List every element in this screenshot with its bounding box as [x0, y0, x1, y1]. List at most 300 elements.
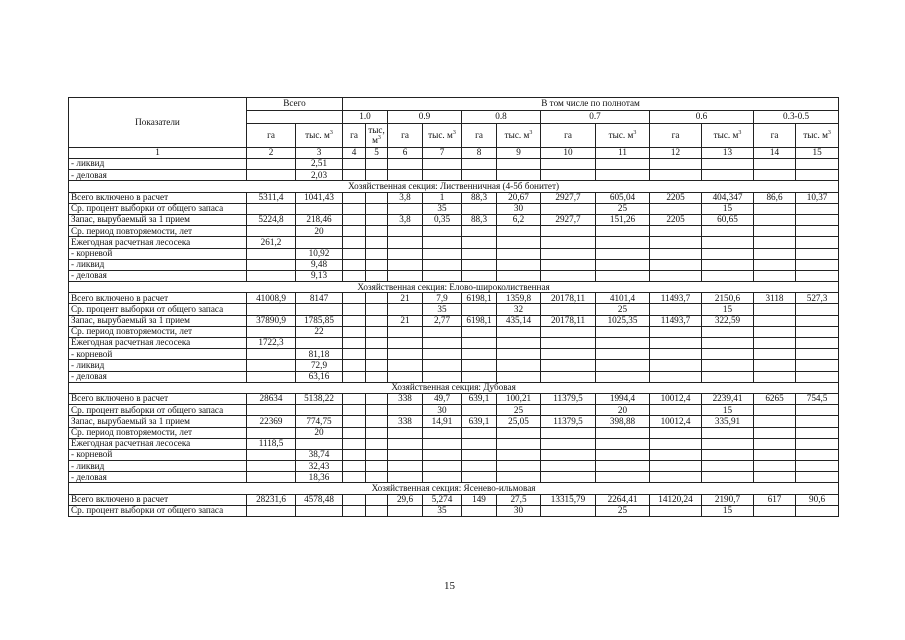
- table-cell: 5311,4: [247, 192, 296, 203]
- table-cell: [343, 438, 366, 449]
- table-cell: [796, 505, 839, 516]
- table-cell: [754, 248, 796, 259]
- column-number: 5: [366, 148, 388, 159]
- table-cell: [497, 360, 541, 371]
- table-cell: [366, 237, 388, 248]
- table-cell: [296, 405, 343, 416]
- table-cell: [541, 259, 596, 270]
- unit-ha: га: [247, 124, 296, 148]
- table-cell: [796, 203, 839, 214]
- table-cell: [388, 438, 423, 449]
- table-cell: [702, 371, 754, 382]
- table-cell: [366, 393, 388, 404]
- table-cell: [366, 270, 388, 281]
- table-cell: [423, 159, 462, 170]
- density-header: 0.6: [650, 111, 754, 124]
- table-cell: [497, 259, 541, 270]
- table-cell: [247, 472, 296, 483]
- table-cell: [702, 349, 754, 360]
- table-cell: 5224,8: [247, 214, 296, 225]
- column-number-row: [69, 148, 839, 159]
- table-cell: [541, 438, 596, 449]
- table-cell: [343, 248, 366, 259]
- table-cell: [423, 270, 462, 281]
- table-cell: [462, 338, 497, 349]
- unit-ha: га: [650, 124, 702, 148]
- table-cell: 3,8: [388, 214, 423, 225]
- column-number: 11: [596, 148, 650, 159]
- table-cell: [247, 203, 296, 214]
- table-cell: [343, 203, 366, 214]
- table-cell: [497, 472, 541, 483]
- table-row: [69, 349, 839, 360]
- table-cell: 338: [388, 393, 423, 404]
- table-cell: [702, 438, 754, 449]
- table-cell: [388, 170, 423, 181]
- table-cell: [247, 360, 296, 371]
- table-cell: [462, 349, 497, 360]
- table-cell: [247, 226, 296, 237]
- table-cell: [596, 259, 650, 270]
- table-cell: [462, 427, 497, 438]
- table-cell: [650, 226, 702, 237]
- table-cell: [296, 505, 343, 516]
- table-cell: [650, 505, 702, 516]
- table-cell: 88,3: [462, 214, 497, 225]
- table-cell: 20,67: [497, 192, 541, 203]
- density-header: 0.7: [541, 111, 650, 124]
- table-row: [69, 315, 839, 326]
- table-cell: [366, 472, 388, 483]
- unit-thousand-m3: тыс. $м^3$: [596, 124, 650, 148]
- table-cell: 3,8: [388, 192, 423, 203]
- table-cell: [754, 270, 796, 281]
- table-cell: 754,5: [796, 393, 839, 404]
- table-cell: 261,2: [247, 237, 296, 248]
- table-cell: [796, 438, 839, 449]
- table-cell: [343, 170, 366, 181]
- table-cell: [754, 371, 796, 382]
- table-cell: [497, 226, 541, 237]
- table-cell: [388, 405, 423, 416]
- table-cell: 6265: [754, 393, 796, 404]
- table-cell: [343, 427, 366, 438]
- table-cell: 28634: [247, 393, 296, 404]
- table-cell: [423, 427, 462, 438]
- column-number: 14: [754, 148, 796, 159]
- table-cell: [596, 326, 650, 337]
- table-cell: 404,347: [702, 192, 754, 203]
- table-cell: [796, 259, 839, 270]
- table-cell: [388, 304, 423, 315]
- table-cell: [462, 259, 497, 270]
- table-cell: 5138,22: [296, 393, 343, 404]
- table-cell: [596, 472, 650, 483]
- table-cell: 2150,6: [702, 293, 754, 304]
- table-cell: 30: [497, 203, 541, 214]
- table-cell: [423, 461, 462, 472]
- table-cell: [650, 449, 702, 460]
- table-cell: [366, 203, 388, 214]
- table-cell: [702, 159, 754, 170]
- table-cell: [423, 237, 462, 248]
- table-cell: 37890,9: [247, 315, 296, 326]
- unit-thousand-m3: тыс. $м^3$: [796, 124, 839, 148]
- table-cell: [366, 360, 388, 371]
- table-cell: 30: [497, 505, 541, 516]
- table-cell: [343, 416, 366, 427]
- table-cell: [343, 360, 366, 371]
- table-cell: [754, 449, 796, 460]
- table-cell: 11493,7: [650, 293, 702, 304]
- table-cell: [366, 427, 388, 438]
- table-row: [69, 203, 839, 214]
- table-cell: [796, 405, 839, 416]
- table-cell: [754, 349, 796, 360]
- row-label: Всего включено в расчет: [69, 192, 247, 203]
- table-cell: [497, 427, 541, 438]
- density-header: 0.9: [388, 111, 462, 124]
- section-row: [69, 282, 839, 293]
- row-label: - ликвид: [69, 360, 247, 371]
- table-cell: 41008,9: [247, 293, 296, 304]
- table-cell: [343, 293, 366, 304]
- table-cell: [497, 237, 541, 248]
- table-cell: 15: [702, 304, 754, 315]
- table-cell: [343, 315, 366, 326]
- table-cell: 21: [388, 293, 423, 304]
- table-cell: 2,77: [423, 315, 462, 326]
- table-cell: [296, 338, 343, 349]
- table-cell: [423, 326, 462, 337]
- table-cell: [541, 472, 596, 483]
- table-cell: 10012,4: [650, 393, 702, 404]
- table-cell: [541, 338, 596, 349]
- table-cell: [366, 326, 388, 337]
- table-cell: [754, 472, 796, 483]
- table-cell: [796, 427, 839, 438]
- table-cell: 29,6: [388, 494, 423, 505]
- table-cell: [388, 349, 423, 360]
- table-cell: [388, 248, 423, 259]
- table-cell: 20: [296, 427, 343, 438]
- table-cell: [754, 226, 796, 237]
- table-cell: [702, 170, 754, 181]
- table-cell: [366, 461, 388, 472]
- table-cell: 335,91: [702, 416, 754, 427]
- table-cell: [247, 248, 296, 259]
- table-cell: 22369: [247, 416, 296, 427]
- table-cell: 10,92: [296, 248, 343, 259]
- row-label: Ежегодная расчетная лесосека: [69, 338, 247, 349]
- table-cell: [343, 472, 366, 483]
- table-cell: [388, 338, 423, 349]
- table-cell: [754, 237, 796, 248]
- table-cell: [650, 326, 702, 337]
- table-cell: 7,9: [423, 293, 462, 304]
- table-cell: [702, 338, 754, 349]
- table-cell: [343, 226, 366, 237]
- row-label: Ср. процент выборки от общего запаса: [69, 203, 247, 214]
- table-cell: [366, 170, 388, 181]
- table-cell: [754, 461, 796, 472]
- table-row: [69, 360, 839, 371]
- row-label: - корневой: [69, 449, 247, 460]
- table-cell: [388, 259, 423, 270]
- table-cell: [596, 360, 650, 371]
- table-cell: 38,74: [296, 449, 343, 460]
- table-cell: [462, 449, 497, 460]
- table-cell: [388, 449, 423, 460]
- table-cell: [343, 349, 366, 360]
- table-cell: [388, 270, 423, 281]
- table-cell: [596, 371, 650, 382]
- table-cell: [796, 472, 839, 483]
- by-density-header: В том числе по полнотам: [343, 98, 839, 111]
- unit-thousand-m3: тыс. $м^3$: [702, 124, 754, 148]
- row-label: - ликвид: [69, 259, 247, 270]
- table-cell: [702, 226, 754, 237]
- unit-thousand-m3: тыс. $м^3$: [497, 124, 541, 148]
- table-cell: [650, 248, 702, 259]
- table-cell: [247, 505, 296, 516]
- table-cell: 49,7: [423, 393, 462, 404]
- column-number: 13: [702, 148, 754, 159]
- table-cell: [388, 505, 423, 516]
- table-cell: 1722,3: [247, 338, 296, 349]
- table-row: [69, 192, 839, 203]
- density-header: 1.0: [343, 111, 388, 124]
- table-row: [69, 293, 839, 304]
- table-row: [69, 214, 839, 225]
- table-cell: [796, 214, 839, 225]
- table-cell: [423, 170, 462, 181]
- table-cell: 14,91: [423, 416, 462, 427]
- table-cell: [366, 293, 388, 304]
- table-cell: [541, 405, 596, 416]
- table-cell: [650, 427, 702, 438]
- table-cell: [366, 505, 388, 516]
- table-cell: [796, 159, 839, 170]
- table-cell: [423, 449, 462, 460]
- table-cell: [796, 315, 839, 326]
- table-cell: [423, 248, 462, 259]
- table-cell: [388, 371, 423, 382]
- table-cell: 88,3: [462, 192, 497, 203]
- table-cell: [497, 326, 541, 337]
- table-cell: [462, 304, 497, 315]
- table-cell: [754, 203, 796, 214]
- table-row: [69, 338, 839, 349]
- section-title: Хозяйственная секция: Елово-широколиственная: [69, 282, 839, 293]
- table-cell: [366, 192, 388, 203]
- table-cell: [541, 304, 596, 315]
- table-row: [69, 505, 839, 516]
- table-cell: [343, 371, 366, 382]
- table-cell: [462, 360, 497, 371]
- table-cell: [650, 349, 702, 360]
- unit-ha: га: [541, 124, 596, 148]
- table-cell: [247, 449, 296, 460]
- table-cell: 30: [423, 405, 462, 416]
- table-cell: [796, 360, 839, 371]
- table-cell: [702, 472, 754, 483]
- table-cell: 11379,5: [541, 416, 596, 427]
- table-cell: [796, 416, 839, 427]
- table-cell: 18,36: [296, 472, 343, 483]
- table-cell: [754, 259, 796, 270]
- table-cell: [343, 449, 366, 460]
- table-cell: 151,26: [596, 214, 650, 225]
- table-cell: 25,05: [497, 416, 541, 427]
- column-number: 6: [388, 148, 423, 159]
- table-cell: [702, 427, 754, 438]
- table-cell: 218,46: [296, 214, 343, 225]
- table-row: [69, 259, 839, 270]
- table-cell: 2,03: [296, 170, 343, 181]
- table-row: [69, 237, 839, 248]
- table-cell: 617: [754, 494, 796, 505]
- table-row: [69, 472, 839, 483]
- table-cell: [366, 248, 388, 259]
- table-cell: [423, 338, 462, 349]
- table-cell: [541, 159, 596, 170]
- table-cell: [366, 315, 388, 326]
- table-cell: [366, 449, 388, 460]
- table-cell: [497, 170, 541, 181]
- row-label: Ср. период повторяемости, лет: [69, 326, 247, 337]
- row-label: Запас, вырубаемый за 1 прием: [69, 315, 247, 326]
- table-cell: 63,16: [296, 371, 343, 382]
- row-label: Ср. процент выборки от общего запаса: [69, 405, 247, 416]
- table-row: [69, 393, 839, 404]
- table-cell: 90,6: [796, 494, 839, 505]
- table-cell: [247, 326, 296, 337]
- row-label: Ежегодная расчетная лесосека: [69, 237, 247, 248]
- table-cell: [596, 270, 650, 281]
- table-cell: 4578,48: [296, 494, 343, 505]
- unit-thousand-m3: тыс. $м^3$: [296, 124, 343, 148]
- table-cell: [596, 349, 650, 360]
- table-cell: [462, 371, 497, 382]
- table-cell: 398,88: [596, 416, 650, 427]
- table-cell: [497, 371, 541, 382]
- table-cell: [497, 438, 541, 449]
- table-cell: 6198,1: [462, 293, 497, 304]
- table-row: [69, 438, 839, 449]
- unit-ha: га: [754, 124, 796, 148]
- table-cell: [541, 371, 596, 382]
- table-cell: [754, 438, 796, 449]
- table-cell: [541, 203, 596, 214]
- table-cell: [497, 461, 541, 472]
- table-cell: [650, 472, 702, 483]
- table-cell: [650, 237, 702, 248]
- table-cell: [796, 349, 839, 360]
- table-cell: [462, 170, 497, 181]
- table-row: [69, 170, 839, 181]
- table-cell: 5,274: [423, 494, 462, 505]
- column-number: 15: [796, 148, 839, 159]
- table-cell: [247, 349, 296, 360]
- table-cell: [796, 338, 839, 349]
- column-number: 4: [343, 148, 366, 159]
- row-label: Всего включено в расчет: [69, 293, 247, 304]
- table-cell: 322,59: [702, 315, 754, 326]
- column-number: 12: [650, 148, 702, 159]
- table-cell: [650, 405, 702, 416]
- table-cell: 15: [702, 203, 754, 214]
- table-cell: [796, 270, 839, 281]
- table-cell: 25: [497, 405, 541, 416]
- table-cell: [541, 449, 596, 460]
- table-cell: 2239,41: [702, 393, 754, 404]
- table-cell: [366, 494, 388, 505]
- table-cell: [796, 237, 839, 248]
- table-cell: [296, 438, 343, 449]
- table-cell: [596, 427, 650, 438]
- table-cell: [754, 214, 796, 225]
- table-cell: [541, 461, 596, 472]
- table-cell: [462, 472, 497, 483]
- table-cell: 9,13: [296, 270, 343, 281]
- table-cell: [497, 270, 541, 281]
- table-cell: [247, 259, 296, 270]
- table-cell: [754, 315, 796, 326]
- table-cell: [541, 237, 596, 248]
- section-title: Хозяйственная секция: Лиственничная (4-5б бонитет): [69, 181, 839, 192]
- table-row: [69, 270, 839, 281]
- table-cell: 11493,7: [650, 315, 702, 326]
- section-title: Хозяйственная секция: Ясенево-ильмовая: [69, 483, 839, 494]
- table-row: [69, 248, 839, 259]
- row-label: - ликвид: [69, 461, 247, 472]
- row-label: Запас, вырубаемый за 1 прием: [69, 214, 247, 225]
- table-cell: 81,18: [296, 349, 343, 360]
- section-row: [69, 382, 839, 393]
- table-cell: 774,75: [296, 416, 343, 427]
- table-cell: [796, 304, 839, 315]
- table-cell: [796, 248, 839, 259]
- table-row: [69, 304, 839, 315]
- table-cell: [247, 159, 296, 170]
- total-header-spacer: [247, 111, 343, 124]
- table-cell: [596, 226, 650, 237]
- table-cell: 13315,79: [541, 494, 596, 505]
- table-cell: [462, 326, 497, 337]
- table-cell: [247, 405, 296, 416]
- table-cell: [388, 326, 423, 337]
- table-cell: [343, 461, 366, 472]
- row-label: - деловая: [69, 371, 247, 382]
- table-cell: 35: [423, 203, 462, 214]
- row-label: - деловая: [69, 472, 247, 483]
- table-cell: [462, 461, 497, 472]
- table-row: [69, 326, 839, 337]
- table-cell: [366, 371, 388, 382]
- table-cell: [650, 304, 702, 315]
- table-cell: 639,1: [462, 416, 497, 427]
- table-cell: [650, 360, 702, 371]
- table-cell: [754, 360, 796, 371]
- table-cell: 60,65: [702, 214, 754, 225]
- table-cell: 14120,24: [650, 494, 702, 505]
- table-row: [69, 427, 839, 438]
- table-cell: 20: [296, 226, 343, 237]
- table-cell: [596, 237, 650, 248]
- unit-ha: га: [462, 124, 497, 148]
- table-cell: [596, 438, 650, 449]
